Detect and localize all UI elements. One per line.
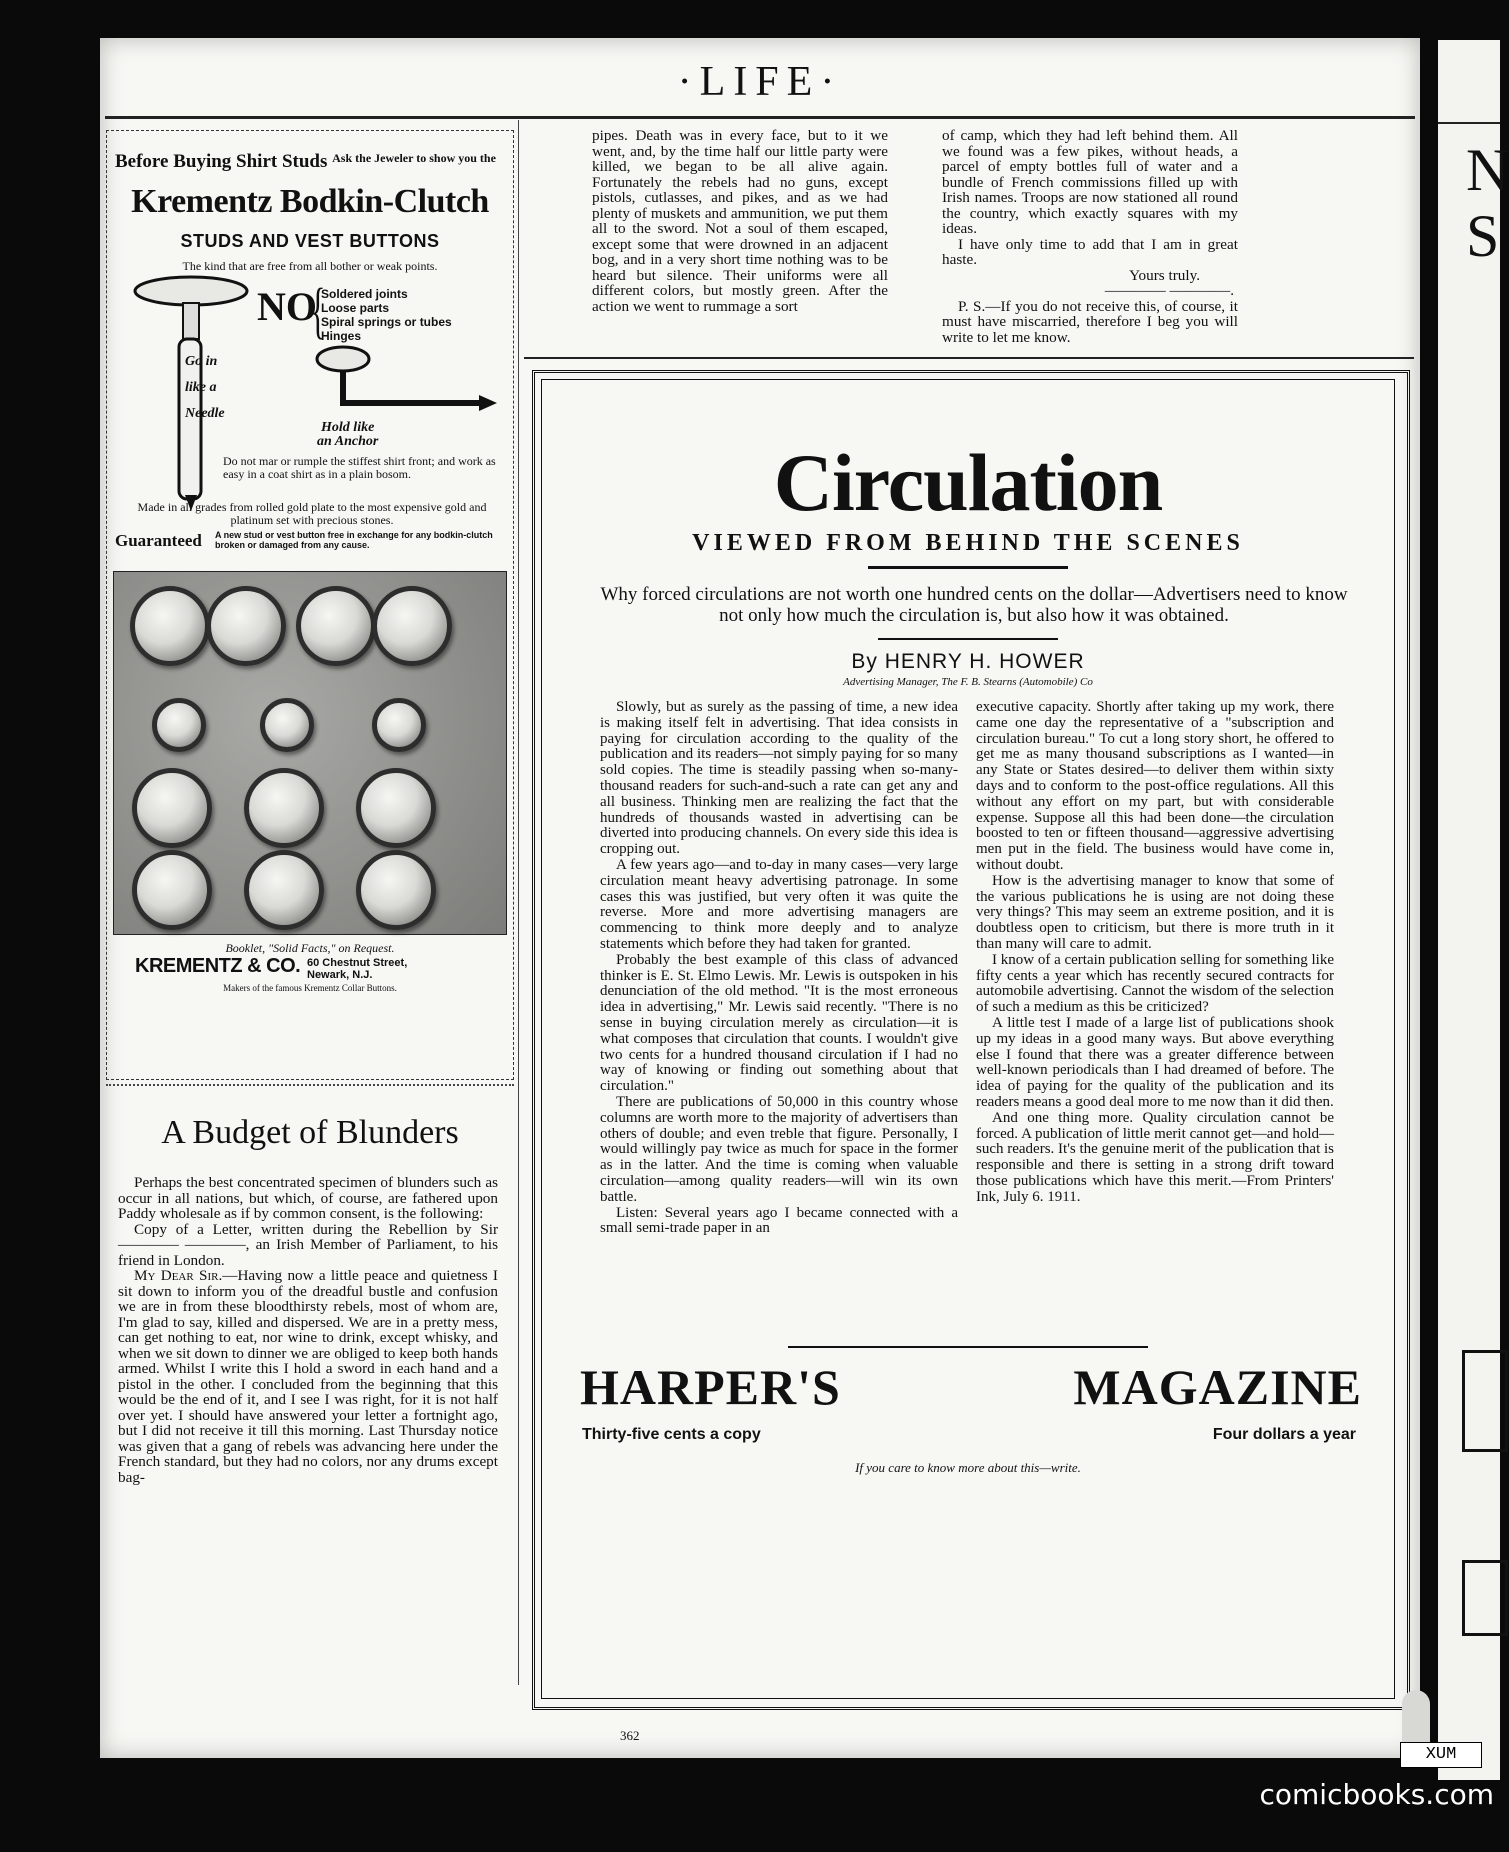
article-paragraph: Copy of a Letter, written during the Rebellion by Sir ———— ————, an Irish Member of Parliament, to his friend in London. bbox=[118, 1220, 498, 1269]
article-body bbox=[118, 1175, 498, 1485]
article-letter: My Dear Sir.—Having now a little peace and quietness I sit down to inform you of the dreadful bustle and confusion we are in from these bloodthirsty rebels, most of whom are, I'm glad to say, killed and dispersed. We are in a pretty mess, can get nothing to eat, nor wine to drink, except whisky, and when we sit down to dinner we are obliged to keep both hands armed. Whilst I write this I hold a sword in each hand and a pistol in the other. I concluded from the beginning that this would be the end of it, and I see I was right, for it is not half over yet. I should have answered your letter a fortnight ago, but I did not receive it till this morning. Last Thursday notice was given that a gang of rebels was advancing here under the French standard, but they had no colors, nor any drums except bag- bbox=[118, 1267, 498, 1486]
harpers-rule bbox=[878, 638, 1058, 640]
article-title: A Budget of Blunders bbox=[161, 1114, 459, 1151]
krementz-headline: Before Buying Shirt Studs $^{Ask the Jeweler to show you the}$ bbox=[115, 151, 496, 172]
krementz-no: NO bbox=[257, 284, 317, 329]
magazine-page bbox=[100, 38, 1420, 1758]
adjacent-page-fragment: N S bbox=[1438, 40, 1500, 1780]
krementz-kind: The kind that are free from all bother or weak points. bbox=[182, 259, 438, 273]
harpers-byline: By HENRY H. HOWER bbox=[851, 650, 1085, 673]
brace-glyph: { bbox=[310, 277, 326, 345]
harpers-author-role: Advertising Manager, The F. B. Stearns (Automobile) Co bbox=[843, 676, 1093, 688]
krementz-guaranteed: Guaranteed bbox=[115, 531, 202, 550]
story-column-2: of camp, which they had left behind them. All we found was a few pikes, without heads, a parcel of empty bottles full of water and a bundle of French commissions filled up with Irish names. Troops are now stationed all round the country, which exactly squares with my ideas. I have only time to add that I am in great haste. Yours truly. ———— ————. P. S.—If you do not receive this, of course, it must have miscarried, therefore I beg you will write to let me know. bbox=[942, 127, 1238, 346]
harpers-column-2: executive capacity. Shortly after taking up my work, there came one day the representative of a "subscription and circulation bureau." To cut a long story short, he offered to get me as many thousand subscriptions as I wanted—in any State or States desired—to deliver them within sixty days and to conform to the post-office regulations. All this without any effort on my part, but with considerable expense. Suppose all this had been done—the circulation boosted to ten or fifteen thousand—aggressive advertising men put in the field. The business would have come in, without doubt. How is the advertising manager to know that some of the various publications he is using are not doing these very things? This may seem an extreme position, and it is doubtless open to criticism, but there is more truth in it than many will care to admit. I know of a certain publication selling for something like fifty cents a year which has recently secured contracts for automobile advertising. Cannot the wisdom of the selection of such a medium as this be criticized? A little test I made of a large list of publications shook up my ideas in a good many ways. But above everything else I found that there was a greater difference between well-known periodicals than I had dreamed of before. The idea of paying for the quality of the publication and its readers means a good deal more to me now than it did then. And one thing more. Quality circulation cannot be forced. A publication of little merit cannot get—and hold—such readers. It's the genuine merit of the publication that is responsible and there is setting in a strong drift toward those publications which have this merit.—From Printers' Ink, July 6. 1911. bbox=[976, 699, 1335, 1205]
buttons-photo bbox=[113, 571, 507, 935]
harpers-advertisement bbox=[532, 370, 1410, 1710]
harpers-brand: HARPER'S MAGAZINE bbox=[580, 1359, 1362, 1415]
article-paragraph: Perhaps the best concentrated specimen of blunders such as occur in all nations, but which, of course, are fathered upon Paddy wholesale as if by common consent, is the following: bbox=[118, 1174, 498, 1222]
krementz-subtitle: STUDS AND VEST BUTTONS bbox=[180, 231, 440, 251]
harpers-column-1: Slowly, but as surely as the passing of time, a new idea is making itself felt in advertising. That idea consists in paying for circulation according to the quality of the publication and its readers—not simply paying for so many sold copies. The time is steadily passing when so-many-thousand readers for such-and-such a rate can get any and all business. Thinking men are realizing the fact that the hundreds of thousands wasted in advertising can be diverted into producing channels. On every side this idea is cropping out. A few years ago—and to-day in many cases—very large circulation meant heavy advertising patronage. In some cases this was justified, but very often it was quite the reverse. More and more advertising managers are commencing to think more deeply and to analyze statements which before they had taken for granted. Probably the best example of this class of advanced thinker is E. St. Elmo Lewis. Mr. Lewis is outspoken in his denunciation of the old method. "It is the most erroneous idea in advertising," Mr. Lewis said recently. "There is no sense in buying circulation merely as circulation—it is what composes that circulation that counts. I wouldn't give two cents for a hundred thousand circulation if I had no way of knowing or finding out something about that circulation." There are publications of 50,000 in this country whose columns are worth more to the majority of advertisers than others of double; and even treble that figure. Personally, I would willingly pay twice as much for space in the former as in the latter. And the time is coming when valuable circulation—among quality readers—will win its own battle. Listen: Several years ago I became connected with a small semi-trade paper in an bbox=[600, 699, 958, 1237]
masthead-rule bbox=[105, 116, 1415, 119]
masthead: ·LIFE· bbox=[677, 59, 843, 105]
krementz-booklet: Booklet, "Solid Facts," on Request. bbox=[225, 941, 395, 955]
krementz-go-in: Go in like a Needle bbox=[185, 354, 225, 421]
krementz-made: Made in all grades from rolled gold plate to the most expensive gold and platinum set with precious stones. bbox=[137, 500, 487, 527]
story-rule bbox=[524, 357, 1414, 359]
harpers-rule bbox=[868, 566, 1068, 569]
krementz-advertisement bbox=[106, 130, 514, 1080]
krementz-address: 60 Chestnut Street, Newark, N.J. bbox=[307, 957, 408, 981]
krementz-description: Do not mar or rumple the stiffest shirt front; and work as easy in a coat shirt as in a plain bosom. bbox=[223, 454, 496, 481]
anchor-stud-illustration bbox=[313, 345, 503, 425]
harpers-price-copy: Thirty-five cents a copy bbox=[582, 1426, 761, 1443]
site-watermark: comicbooks.com bbox=[1259, 1778, 1494, 1811]
harpers-subheadline: VIEWED FROM BEHIND THE SCENES bbox=[692, 530, 1244, 556]
harpers-headline: Circulation bbox=[773, 437, 1163, 528]
krementz-makers: Makers of the famous Krementz Collar Buttons. bbox=[223, 983, 397, 993]
harpers-rule bbox=[788, 1346, 1148, 1348]
archive-stamp: XUM bbox=[1400, 1742, 1482, 1768]
harpers-price-year: Four dollars a year bbox=[1212, 1426, 1356, 1443]
krementz-firm: KREMENTZ & CO. bbox=[135, 955, 301, 977]
harpers-intro: Why forced circulations are not worth one hundred cents on the dollar—Advertisers need to know not only how much the circulation is, but also how it was obtained. bbox=[600, 584, 1348, 626]
page-number: 362 bbox=[620, 1728, 640, 1743]
harpers-frame bbox=[541, 379, 1395, 1699]
story-column-1: pipes. Death was in every face, but to it we went, and, by the time half our little party were killed, we began to be all alive again. Fortunately the rebels had no guns, except pistols, cutlasses, and pikes, and as we had plenty of muskets and ammunition, we put them all to the sword. Not a soul of them escaped, except some that were drowned in an adjacent bog, and in a very short time nothing was to be heard but silence. Their uniforms were all different colors, but mostly green. After the action we went to rummage a sort bbox=[592, 127, 888, 315]
section-rule bbox=[106, 1084, 514, 1092]
column-divider bbox=[518, 120, 519, 1685]
krementz-hold: Hold like an Anchor bbox=[317, 420, 379, 449]
krementz-no-list: Soldered joints Loose parts Spiral springs or tubes Hinges bbox=[321, 287, 452, 343]
krementz-guarantee-note: A new stud or vest button free in exchange for any bodkin-clutch broken or damaged from any cause. bbox=[215, 530, 493, 550]
harpers-footer: If you care to know more about this—write. bbox=[855, 1460, 1081, 1475]
krementz-brand: Krementz Bodkin-Clutch bbox=[131, 183, 489, 220]
